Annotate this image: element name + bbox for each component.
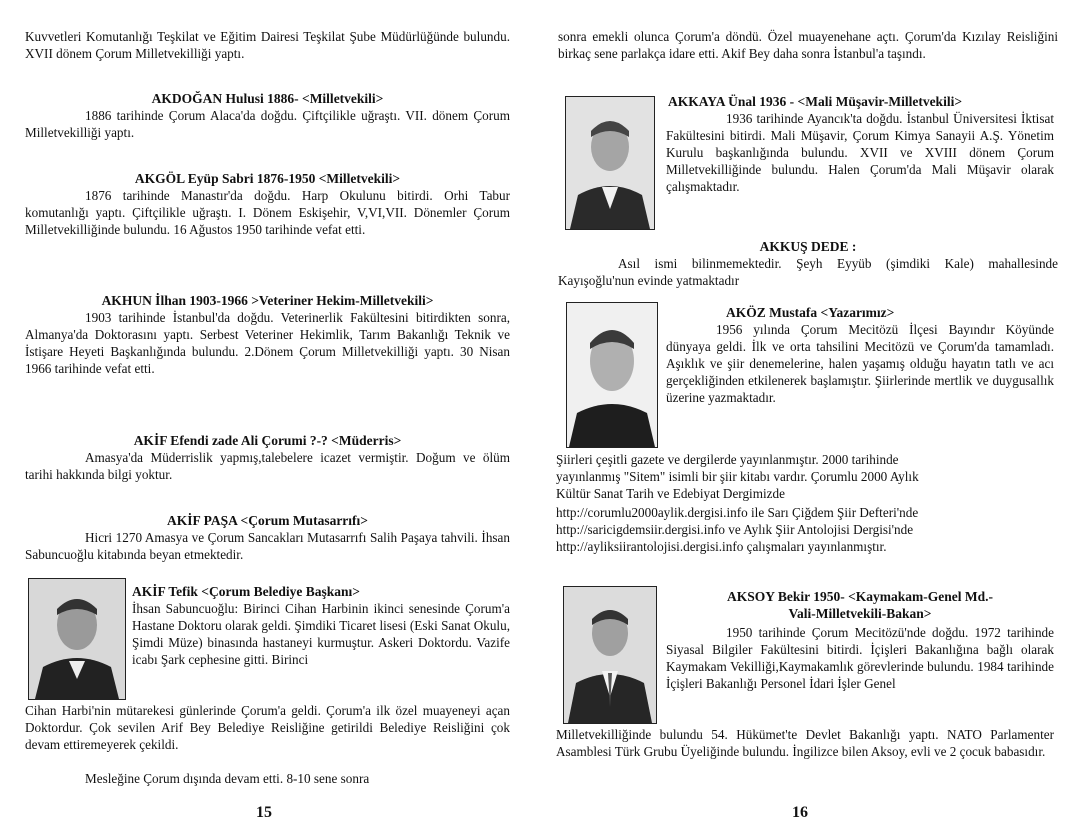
intro-text: sonra emekli olunca Çorum'a döndü. Özel muayenehane açtı. Çorum'da Kızılay Reisliğini birkaç sene parlakça idare etti. Akif Bey daha sonra İstanbul'a taşındı. (558, 29, 1058, 61)
akhun-heading: AKHUN İlhan 1903-1966 >Veteriner Hekim-Milletvekili> (101, 293, 434, 308)
akoz-line-1: Şiirleri çeşitli gazete ve dergilerde yayınlanmıştır. 2000 tarihinde (556, 452, 899, 467)
akif-tefik-heading: AKİF Tefik <Çorum Belediye Başkanı> (132, 584, 360, 599)
portrait-image (29, 579, 125, 699)
akoz-line-3: Kültür Sanat Tarih ve Edebiyat Dergimizde (556, 486, 785, 501)
page-number: 15 (256, 804, 272, 821)
akoz-photo (566, 302, 658, 448)
akgol-heading: AKGÖL Eyüp Sabri 1876-1950 <Milletvekili> (134, 171, 401, 186)
akif-pasa-body: Hicri 1270 Amasya ve Çorum Sancakları Mutasarrıfı Salih Paşaya tahvili. İhsan Sabuncuoğlu kitabında beyan etmektedir. (25, 530, 510, 562)
akoz-body-side: 1956 yılında Çorum Mecitözü İlçesi Bayındır Köyünde dünyaya geldi. İlk ve orta tahsilini Mecitözü ve Çorum'da tamamladı. Aşıklık ve şiir denemelerine, halen yaşamış olduğu hayatın tatlı ve acı gerçekliğinden etkilenerek başlamıştır. Şiirlerinde mertlik ve duygusallık üzerine yazmaktadır. (666, 322, 1054, 405)
akif-tefik-body-side: İhsan Sabuncuoğlu: Birinci Cihan Harbinin ikinci senesinde Çorum'a Hastane Doktoru olarak geldi. Şimdiki Ticaret lisesi (Eski Sanat Okulu, Şimdi Müze) binasında hastaneyi kurmuştur. Askeri Doktordu. Vazife icabı Şark cephesine gitti. Birinci (132, 601, 510, 667)
akoz-line-2: yayınlanmış "Sitem" isimli bir şiir kitabı vardır. Çorumlu 2000 Aylık (556, 469, 919, 484)
akif-tefik-photo (28, 578, 126, 700)
portrait-image (567, 303, 657, 447)
page-number: 16 (792, 804, 808, 821)
akkaya-body: 1936 tarihinde Ayancık'ta doğdu. İstanbul Üniversitesi İktisat Fakültesini bitirdi. Mali Müşavir, Çorum Kimya Sanayii A.Ş. Yönetim Kurulu başkanlığında bulundu. XVII ve XVIII dönem Çorum Milletvekilliğinde bulundu. Halen Çorum'da Mali Müşavir olarak çalışmaktadır. (666, 111, 1054, 194)
akkaya-photo (565, 96, 655, 230)
akif-tefik-body-full: Cihan Harbi'nin mütarekesi günlerinde Çorum'a geldi. Çorum'a ilk özel muayeneyi açan Doktordur. Çok sevilen Arif Bey Belediye Reisliğine getirildi Belediye Reisliğini çok devam ettiremeyerek çekildi. (25, 703, 510, 752)
akdogan-heading: AKDOĞAN Hulusi 1886- <Milletvekili> (151, 91, 384, 106)
akkus-body: Asıl ismi bilinmemektedir. Şeyh Eyyüb (şimdiki Kale) mahallesinde Kayışoğlu'nun evinde yatmaktadır (558, 256, 1058, 288)
akhun-body: 1903 tarihinde İstanbul'da doğdu. Veterinerlik Fakültesini bitirdikten sonra, Almanya'da Doktorasını yaptı. Serbest Veteriner Hekimlik, Tarım Bakanlığı Teknik ve İstişare Heyeti Başkanlığında bulundu. 2.Dönem Çorum Milletvekilliği yaptı. 30 Nisan 1966 tarihinde vefat etti. (25, 310, 510, 376)
aksoy-heading-2: Vali-Milletvekili-Bakan> (788, 606, 932, 621)
akgol-body: 1876 tarihinde Manastır'da doğdu. Harp Okulunu bitirdi. Orhi Tabur komutanlığı yaptı. Çiftçilikle uğraştı. I. Dönem Eskişehir, V,VI,VII. Dönemler Çorum Milletvekilliğinde bulundu. 16 Ağustos 1950 tarihinde vefat etti. (25, 188, 510, 237)
portrait-image (566, 97, 654, 229)
intro-text: Kuvvetleri Komutanlığı Teşkilat ve Eğitim Dairesi Teşkilat Şube Müdürlüğünde bulundu. XVII dönem Çorum Milletvekilliği yaptı. (25, 29, 510, 61)
akif-efendi-heading: AKİF Efendi zade Ali Çorumi ?-? <Müderris> (133, 433, 402, 448)
aksoy-heading-1: AKSOY Bekir 1950- <Kaymakam-Genel Md.- (726, 589, 994, 604)
aksoy-body-side: 1950 tarihinde Çorum Mecitözü'nde doğdu. 1972 tarihinde Siyasal Bilgiler Fakültesini bitirdi. İçişleri Bakanlığına bağlı olarak Kaymakam Vekilliği,Kaymakamlık görevlerinde bulundu. 1984 tarihinde İçişleri Bakanlığı Personel İdari İşler Genel (666, 625, 1054, 691)
aksoy-body-full: Milletvekilliğinde bulundu 54. Hükümet'te Devlet Bakanlığı yaptı. NATO Parlamenter Asamblesi Türk Grubu Üyeliğinde bulundu. İngilizce bilen Aksoy, evli ve 2 çocuk babasıdır. (556, 727, 1054, 759)
akkus-heading: AKKUŞ DEDE : (759, 239, 857, 254)
akkaya-heading: AKKAYA Ünal 1936 - <Mali Müşavir-Milletvekili> (668, 94, 963, 109)
page-16 (538, 0, 1076, 833)
akdogan-body: 1886 tarihinde Çorum Alaca'da doğdu. Çiftçilikle uğraştı. VII. dönem Çorum Milletvekilliği yaptı. (25, 108, 510, 140)
akif-pasa-heading: AKİF PAŞA <Çorum Mutasarrıfı> (167, 513, 368, 528)
akoz-line-6: http://ayliksiirantolojisi.dergisi.info çalışmaları yayınlanmıştır. (556, 539, 887, 554)
akoz-heading: AKÖZ Mustafa <Yazarımız> (726, 305, 895, 320)
akoz-line-4: http://corumlu2000aylik.dergisi.info ile Sarı Çiğdem Şiir Defteri'nde (556, 505, 919, 520)
akif-efendi-body: Amasya'da Müderrislik yapmış,talebelere icazet vermiştir. Doğum ve ölüm tarihi hakkında bilgi yoktur. (25, 450, 510, 482)
aksoy-photo (563, 586, 657, 724)
akoz-line-5: http://saricigdemsiir.dergisi.info ve Aylık Şiir Antolojisi Dergisi'nde (556, 522, 914, 537)
portrait-image (564, 587, 656, 723)
akif-tefik-body-last: Mesleğine Çorum dışında devam etti. 8-10 sene sonra (85, 771, 370, 786)
page-15 (0, 0, 536, 833)
